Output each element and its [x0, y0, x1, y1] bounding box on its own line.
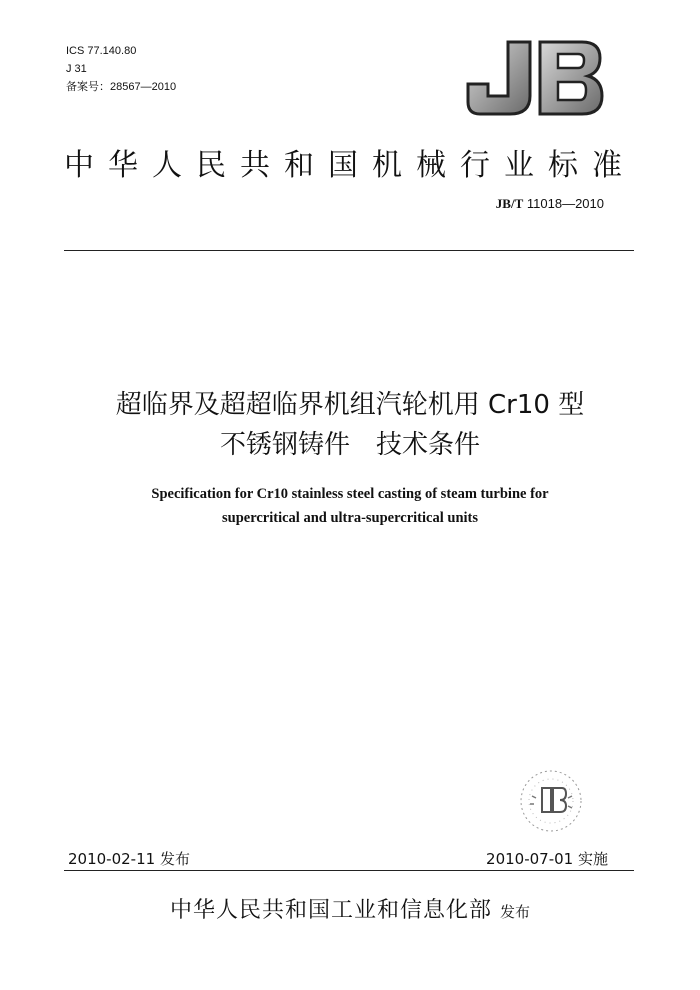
english-title-line2: supercritical and ultra-supercritical units [221, 510, 479, 526]
standard-number-value: 11018—2010 [526, 196, 604, 211]
english-title-line1: Specification for Cr10 stainless steel casting of steam turbine for [151, 486, 549, 502]
official-seal-icon [518, 768, 584, 834]
bottom-divider [64, 870, 634, 871]
chinese-title-line1: 超临界及超超临界机组汽轮机用 Cr10 型 [115, 390, 585, 420]
publisher-suffix: 发布 [500, 903, 531, 921]
implementation-date: 2010-07-01 实施 [486, 850, 608, 868]
publisher-name: 中华人民共和国工业和信息化部 [169, 898, 492, 923]
chinese-title-line2: 不锈钢铸件 技术条件 [219, 430, 480, 460]
top-divider [64, 250, 634, 251]
standard-number [496, 196, 604, 212]
issue-date: 2010-02-11 发布 [68, 850, 190, 868]
industry-standard-title: 中华人民共和国机械行业标准 [64, 148, 636, 183]
publisher [0, 893, 700, 924]
standard-prefix: JB/T [495, 196, 524, 211]
record-number: 备案号：28567—2010 [66, 81, 177, 93]
classification-code: J 31 [66, 63, 87, 75]
ics-code: ICS 77.140.80 [66, 45, 137, 57]
jb-logo [464, 38, 606, 118]
